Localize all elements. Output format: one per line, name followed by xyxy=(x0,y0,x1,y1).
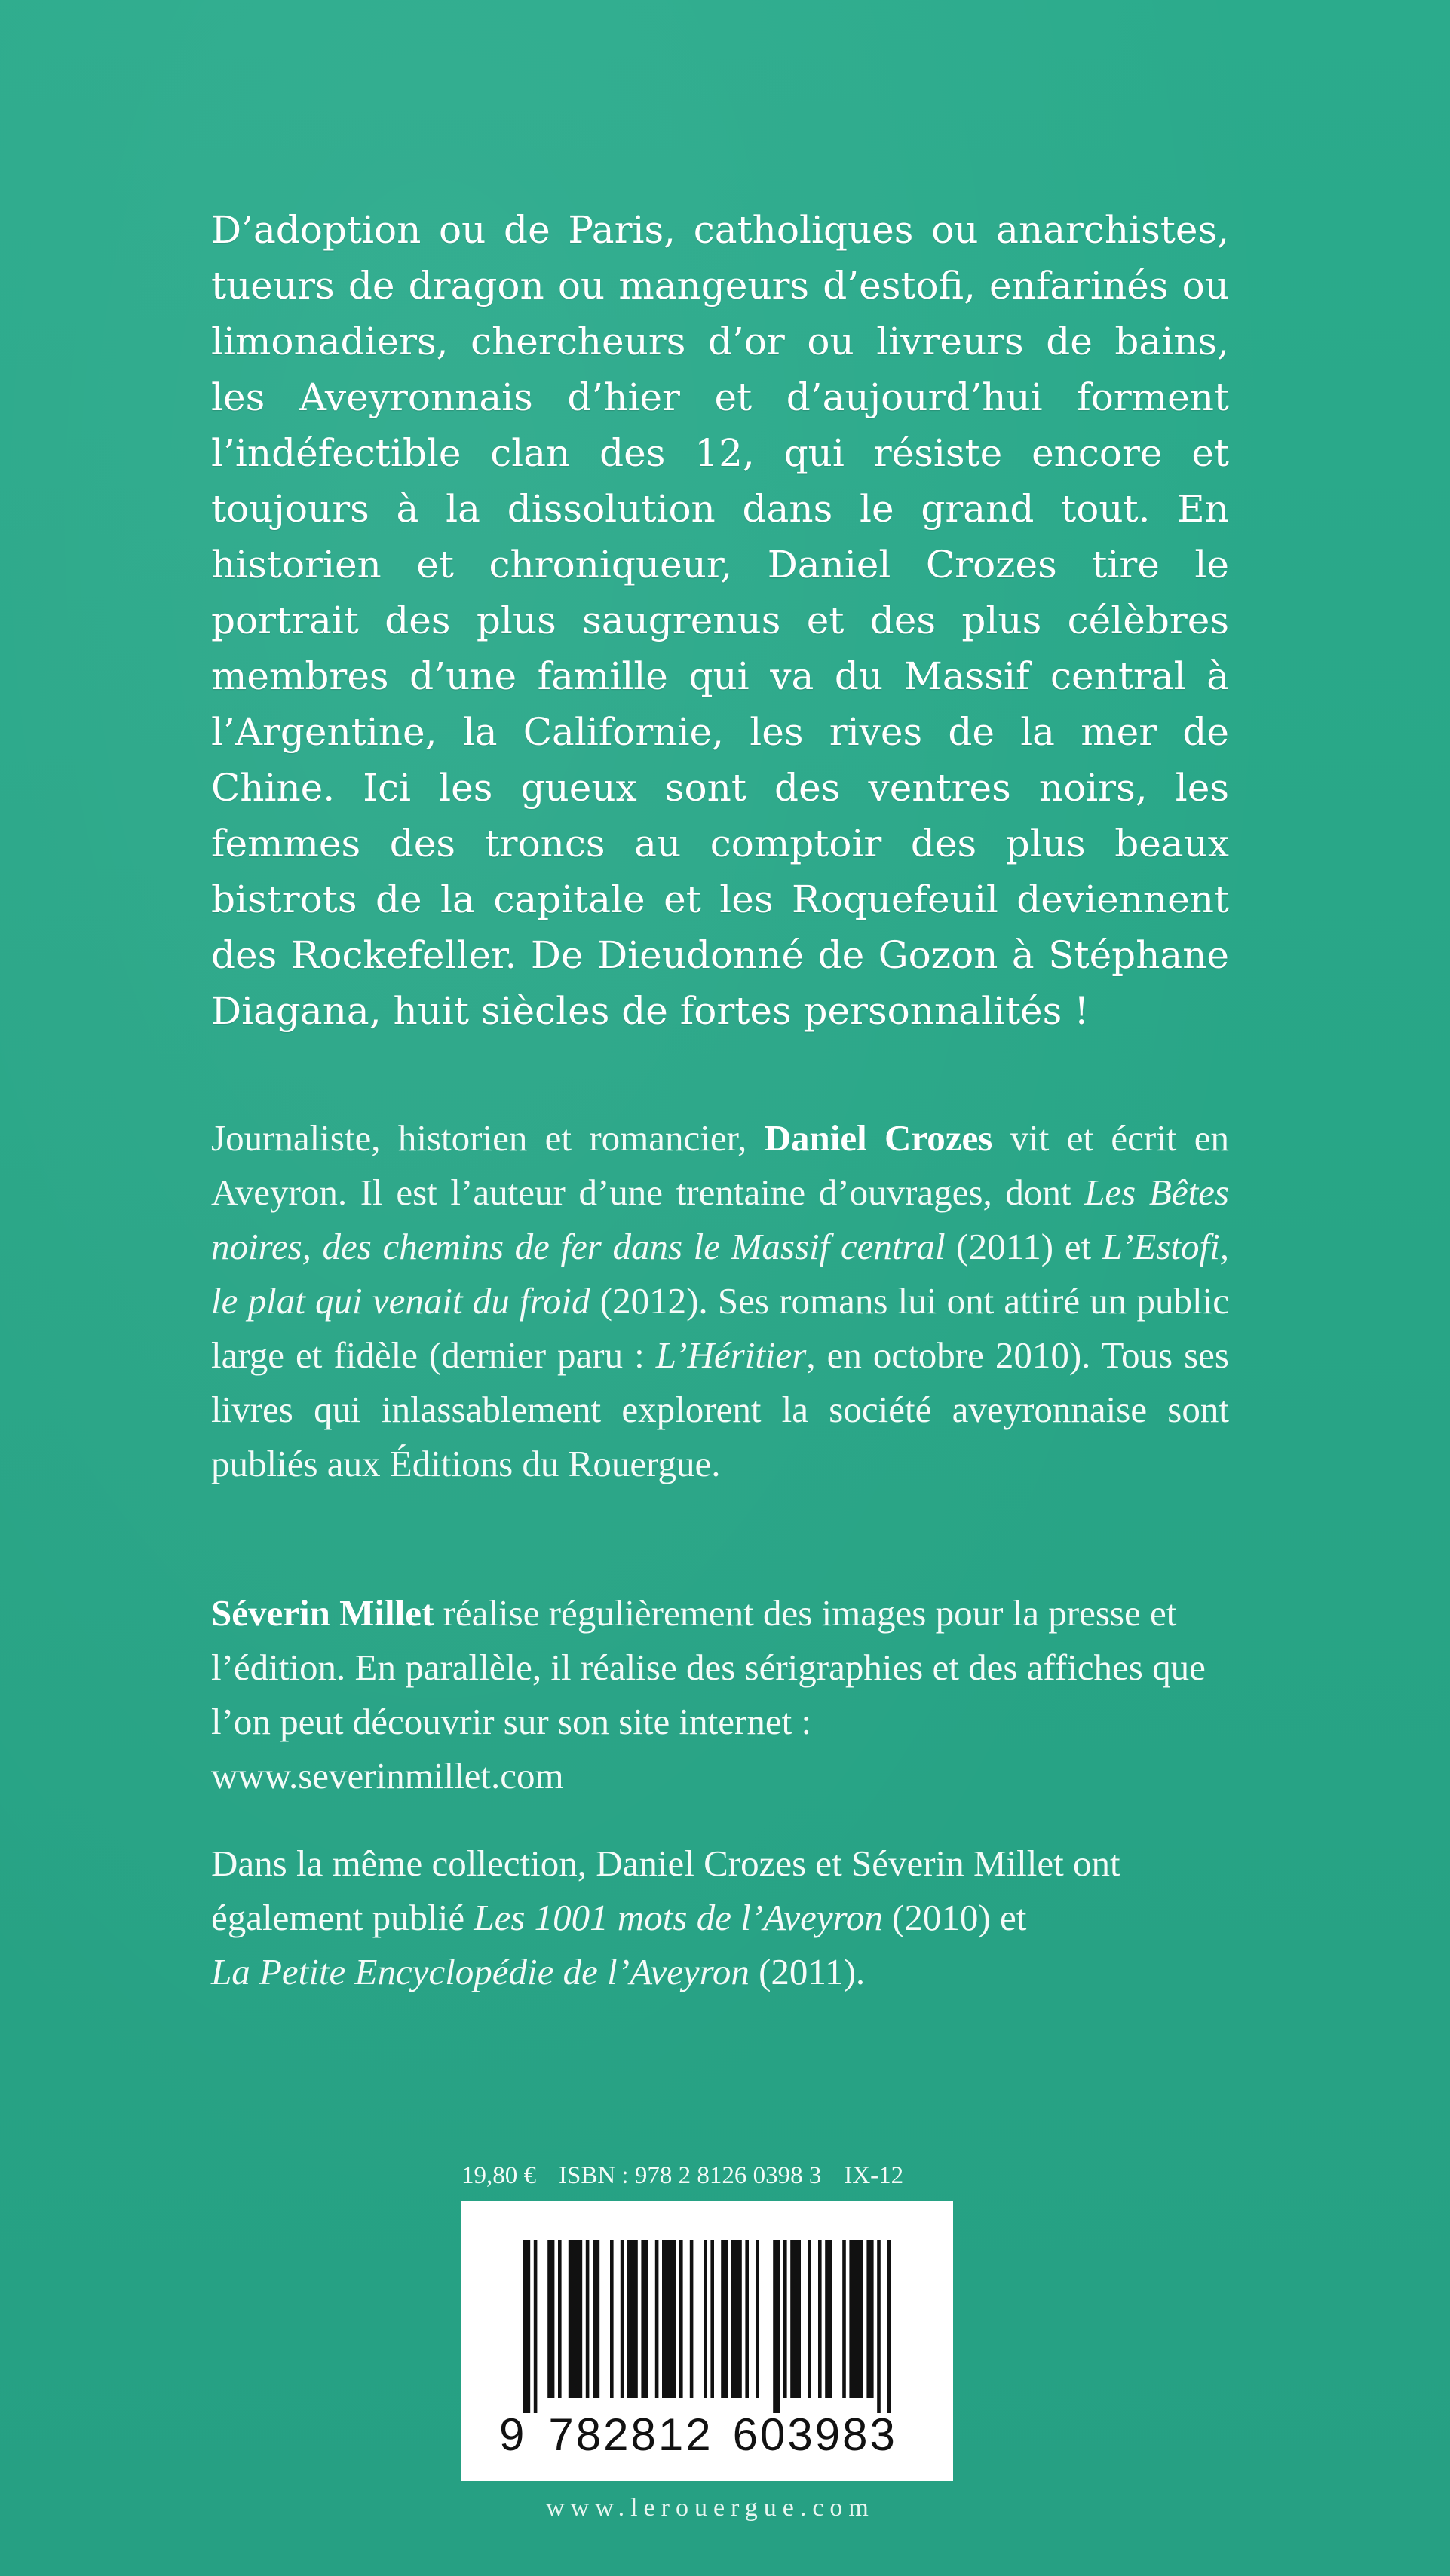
barcode-bar xyxy=(818,2240,822,2398)
collection-note xyxy=(211,1836,1229,1999)
barcode-bar xyxy=(756,2240,759,2398)
author-bio-text2: (2011) et xyxy=(945,1226,1102,1267)
barcode-digits-left: 782812 xyxy=(548,2409,713,2460)
isbn: ISBN : 978 2 8126 0398 3 xyxy=(559,2162,822,2189)
barcode-bar xyxy=(627,2240,638,2398)
author-bio-text4: , en octobre 2010). Tous ses livres qui inlassablement explorent la société aveyronnaise sont publiés aux Éditions du Rouergue. xyxy=(211,1334,1229,1484)
barcode-bar xyxy=(690,2240,694,2398)
barcode-bar xyxy=(877,2240,881,2413)
illustrator-bio-text: réalise régulièrement des images pour la presse et l’édition. En parallèle, il réalise des sérigraphies et des affiches que l’on peut découvrir sur son site internet : xyxy=(211,1592,1206,1742)
catalog-code: IX-12 xyxy=(844,2162,904,2189)
barcode-digits-right: 603983 xyxy=(732,2409,897,2460)
illustrator-name: Séverin Millet xyxy=(211,1592,434,1634)
author-bio-text1: vit et écrit en Aveyron. Il est l’auteur d’une trentaine d’ouvrages, dont xyxy=(211,1117,1229,1213)
barcode-bar xyxy=(569,2240,582,2398)
collection-text1: Dans la même collection, Daniel Crozes et Séverin Millet ont également publié xyxy=(211,1842,1120,1938)
author-bio xyxy=(211,1111,1229,1491)
barcode-bar xyxy=(610,2240,614,2398)
barcode-bar xyxy=(808,2240,811,2398)
barcode-bar xyxy=(523,2240,530,2413)
barcode-bar xyxy=(547,2240,554,2398)
author-book3-title: L’Héritier xyxy=(655,1334,807,1376)
author-name: Daniel Crozes xyxy=(764,1117,993,1159)
barcode-bar xyxy=(887,2240,891,2413)
author-bio-intro: Journaliste, historien et romancier, xyxy=(211,1117,765,1159)
barcode-bar xyxy=(790,2240,801,2398)
barcode-bar xyxy=(783,2240,787,2398)
barcode-bar xyxy=(721,2240,728,2398)
barcode-digits xyxy=(461,2404,953,2464)
barcode-digit-first: 9 xyxy=(499,2409,525,2460)
author-book2-title: L’Estofi, le plat qui venait du froid xyxy=(211,1226,1229,1322)
barcode-bar xyxy=(773,2240,780,2413)
collection-text3: (2011). xyxy=(749,1951,866,1992)
author-book1-title: Les Bêtes noires, des chemins de fer dans le Massif central xyxy=(211,1172,1230,1267)
collection-text2: (2010) et xyxy=(882,1897,1027,1938)
price: 19,80 € xyxy=(461,2162,536,2189)
barcode-bar xyxy=(621,2240,624,2398)
collection-book2-title: La Petite Encyclopédie de l’Aveyron xyxy=(211,1951,750,1992)
author-bio-text3: (2012). Ses romans lui ont attiré un public large et fidèle (dernier paru : xyxy=(211,1280,1229,1376)
barcode-bar xyxy=(679,2240,683,2398)
barcode-bar xyxy=(641,2240,648,2398)
barcode-bar xyxy=(655,2240,659,2398)
barcode-bar xyxy=(558,2240,562,2398)
pricing-line xyxy=(461,2162,959,2190)
barcode-bar xyxy=(825,2240,832,2398)
barcode xyxy=(461,2201,953,2481)
publisher-website: www.lerouergue.com xyxy=(546,2494,875,2522)
blurb-paragraph: D’adoption ou de Paris, catholiques ou anarchistes, tueurs de dragon ou mangeurs d’estofi, enfarinés ou limonadiers, chercheurs d’or ou livreurs de bains, les Aveyronnais d’hier et d’aujourd’hui forment l’indéfectible clan des 12, qui résiste encore et toujours à la dissolution dans le grand tout. En historien et chroniqueur, Daniel Crozes tire le portrait des plus saugrenus et des plus célèbres membres d’une famille qui va du Massif central à l’Argentine, la Californie, les rives de la mer de Chine. Ici les gueux sont des ventres noirs, les femmes des troncs au comptoir des plus beaux bistrots de la capitale et les Roquefeuil deviennent des Rockefeller. De Dieudonné de Gozon à Stéphane Diagana, huit siècles de fortes personnalités ! xyxy=(211,208,1229,1033)
barcode-bar xyxy=(849,2240,863,2398)
barcode-bar xyxy=(866,2240,873,2398)
illustrator-website: www.severinmillet.com xyxy=(211,1755,564,1796)
barcode-bar xyxy=(534,2240,538,2413)
barcode-bar xyxy=(842,2240,846,2398)
barcode-bar xyxy=(731,2240,742,2398)
barcode-bar xyxy=(704,2240,707,2398)
barcode-bar xyxy=(662,2240,676,2398)
barcode-bar xyxy=(586,2240,590,2398)
barcode-bar xyxy=(710,2240,714,2398)
illustrator-bio xyxy=(211,1586,1229,1803)
barcode-bar xyxy=(593,2240,599,2398)
collection-book1-title: Les 1001 mots de l’Aveyron xyxy=(474,1897,883,1938)
barcode-bar xyxy=(745,2240,749,2398)
